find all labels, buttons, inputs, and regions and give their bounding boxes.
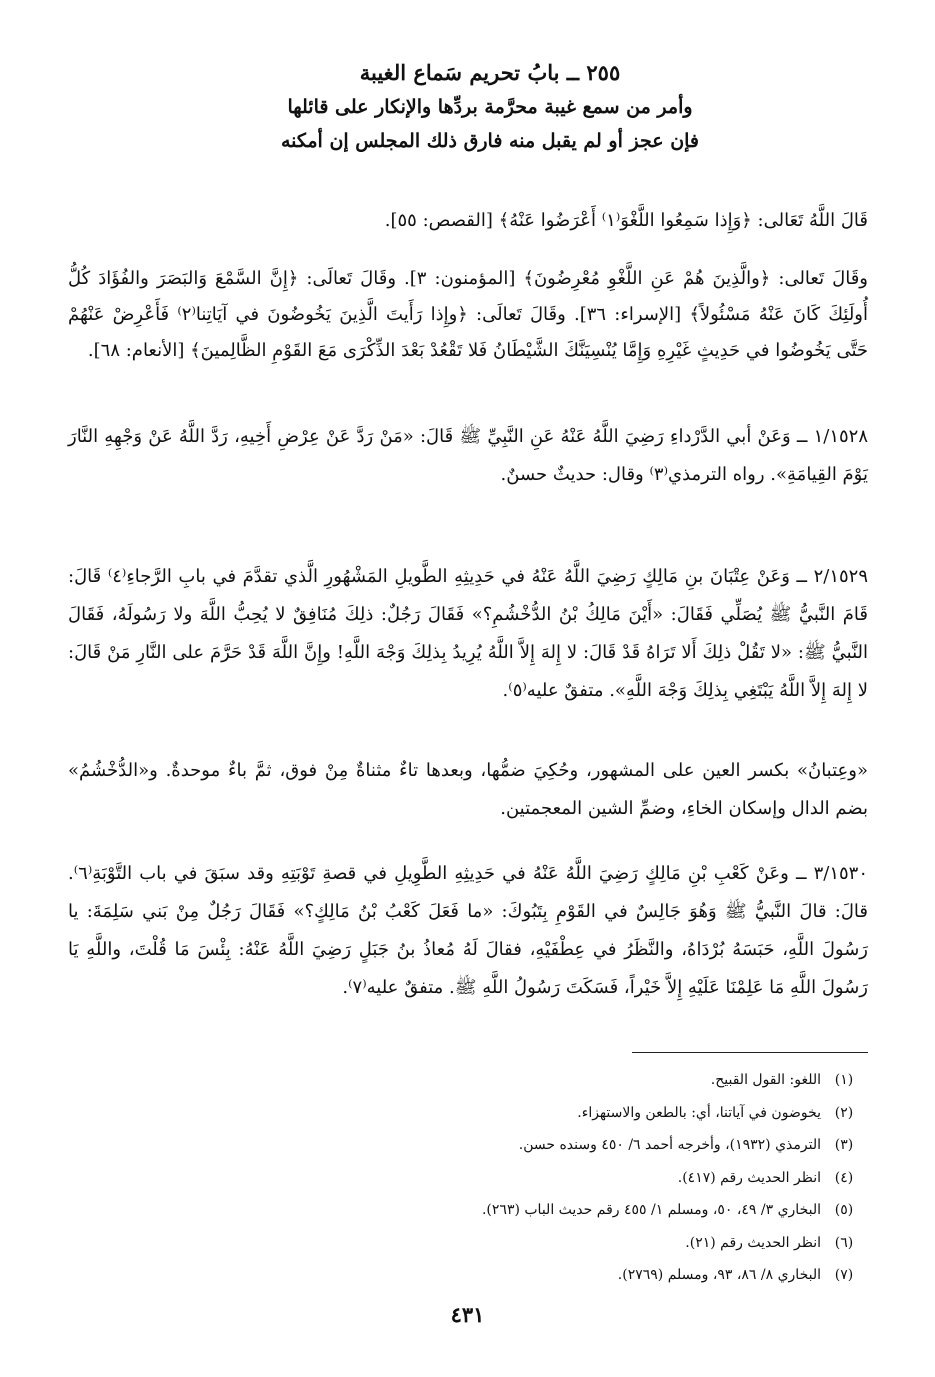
footnote-text: انظر الحديث رقم (٢١). bbox=[685, 1234, 821, 1251]
footnote-item bbox=[67, 1227, 867, 1260]
footnote-item bbox=[67, 1097, 867, 1130]
footnote-text: يخوضون في آياتنا، أي: بالطعن والاستهزاء. bbox=[577, 1104, 821, 1121]
footnote-text: الترمذي (١٩٣٢)، وأخرجه أحمد ٦/ ٤٥٠ وسنده حسن. bbox=[518, 1137, 821, 1153]
footnote-number: (٢) bbox=[834, 1104, 854, 1121]
footnote-item bbox=[67, 1194, 867, 1227]
footnotes bbox=[67, 1064, 867, 1292]
hadith-1528 bbox=[68, 418, 868, 494]
verse-paragraph-1 bbox=[68, 204, 868, 238]
footnote-divider bbox=[632, 1052, 868, 1053]
footnote-number: (١) bbox=[834, 1072, 854, 1088]
chapter-subtitle-line-2: فإن عجز أو لم يقبل منه فارق ذلك المجلس إن أمكنه bbox=[280, 130, 700, 152]
footnote-number: (٧) bbox=[834, 1267, 854, 1283]
chapter-subtitle-line-1: وأمر من سمع غيبة محرَّمة بردِّها والإنكار على قائلها bbox=[287, 96, 693, 118]
footnote-number: (٥) bbox=[834, 1202, 854, 1218]
hadith-1530 bbox=[68, 855, 868, 1007]
footnote-text: البخاري ٣/ ٤٩، ٥٠، ومسلم ١/ ٤٥٥ رقم حديث الباب (٢٦٣). bbox=[481, 1202, 821, 1218]
footnote-number: (٦) bbox=[834, 1234, 854, 1251]
footnote-item bbox=[67, 1129, 867, 1162]
chapter-header bbox=[230, 56, 750, 158]
paragraph-text: «وعِتبانُ» بكسر العين على المشهور، وحُكِيَ ضمُّها، وبعدها تاءٌ مثناةٌ مِنْ فوق، ثمَّ باءٌ موحدةٌ. و«الدُّخْشُمُ» بضم الدال وإسكان الخاءِ، وضمِّ الشين المعجمتين. bbox=[68, 760, 868, 819]
footnote-text: البخاري ٨/ ٨٦، ٩٣، ومسلم (٢٧٦٩). bbox=[617, 1267, 821, 1283]
footnote-item bbox=[67, 1259, 867, 1292]
footnote-number: (٤) bbox=[834, 1169, 854, 1186]
footnote-text: اللغو: القول القبيح. bbox=[710, 1072, 821, 1088]
chapter-title: ٢٥٥ ــ بابُ تحريم سَماع الغيبة bbox=[359, 60, 621, 85]
commentary-paragraph bbox=[68, 752, 868, 828]
hadith-1529 bbox=[68, 558, 868, 710]
paragraph-text: ٣/١٥٣٠ ــ وعَنْ كَعْبِ بْنِ مَالِكٍ رَضِيَ اللَّهُ عَنْهُ في حَدِيثِهِ الطَّوِيلِ في قصةِ تَوْبَتِهِ وقد سبَقَ في باب التَّوْبَةِ⁽٦⁾. قالَ: قالَ النَّبيُّ ﷺ وَهُوَ جَالِسٌ في القَوْمِ بِتَبُوكَ: «ما فَعَلَ كَعْبُ بْنُ مَالِكٍ؟» فَقَالَ رَجُلٌ مِنْ بَني سَلِمَةَ: يا رَسُولَ اللَّهِ، حَبَسَهُ بُرْدَاهُ، والنَّظَرُ في عِطْفَيْهِ، فقالَ لَهُ مُعاذُ بنُ جَبَلٍ رَضِيَ اللَّهُ عَنْهُ: بِئْسَ مَا قُلْتَ، واللَّهِ يَا رَسُولَ اللَّهِ مَا عَلِمْنَا عَلَيْهِ إِلاَّ خَيْراً، فَسَكَتَ رَسُولُ اللَّهِ ﷺ. متفقٌ عليه⁽٧⁾. bbox=[68, 863, 868, 998]
paragraph-text: وقَالَ تَعالى: ﴿والَّذِينَ هُمْ عَنِ اللَّغْوِ مُعْرِضُونَ﴾ [المؤمنون: ٣]. وقَالَ تَعالَى: ﴿إِنَّ السَّمْعَ وَالبَصَرَ والفُؤَادَ كُلُّ أُولَئِكَ كَانَ عَنْهُ مَسْئُولاً﴾ [الإسراء: ٣٦]. وقَالَ تَعالَى: ﴿وإِذا رَأَيتَ الَّذِينَ يَخُوضُونَ في آيَاتِنا⁽٢⁾ فَأَعْرِضْ عَنْهُمْ حَتَّى يَخُوضُوا في حَدِيثٍ غَيْرِهِ وَإِمَّا يُنْسِيَنَّكَ الشَّيْطَانُ فَلا تَقْعُدْ بَعْدَ الذِّكْرَى مَعَ القَوْمِ الظَّالِمينَ﴾ [الأنعام: ٦٨]. bbox=[68, 268, 868, 361]
page-number: ٤٣١ bbox=[450, 1302, 485, 1327]
paragraph-text: ١/١٥٢٨ ــ وَعَنْ أبي الدَّرْداءِ رَضِيَ اللَّهُ عَنْهُ عَنِ النَّبِيِّ ﷺ قَالَ: «مَنْ رَدَّ عَنْ عِرْضِ أَخِيهِ، رَدَّ اللَّهُ عَنْ وَجْهِهِ النَّارَ يَوْمَ القِيامَةِ». رواه الترمذي⁽٣⁾ وقال: حديثٌ حسنٌ. bbox=[68, 426, 868, 485]
paragraph-text: قَالَ اللَّهُ تَعَالى: ﴿وَإِذا سَمِعُوا اللَّغْوَ⁽١⁾ أَعْرَضُوا عَنْهُ﴾ [القصص: ٥٥]. bbox=[384, 210, 868, 231]
footnote-number: (٣) bbox=[834, 1137, 854, 1153]
footnote-text: انظر الحديث رقم (٤١٧). bbox=[677, 1169, 821, 1186]
paragraph-text: ٢/١٥٢٩ ــ وَعَنْ عِتْبَانَ بنِ مَالِكٍ رَضِيَ اللَّهُ عَنْهُ في حَدِيثِهِ الطَّويلِ المَشْهُورِ الَّذي تقدَّمَ في بابِ الرَّجاءِ⁽٤⁾ قَالَ: قَامَ النَّبيُّ ﷺ يُصَلِّي فَقَالَ: «أَيْنَ مَالِكُ بْنُ الدُّخْشُمِ؟» فَقَالَ رَجُلٌ: ذلِكَ مُنَافِقٌ لا يُحِبُّ اللَّهَ ولا رَسُولَهُ، فَقَالَ النَّبيُّ ﷺ: «لا تَقُلْ ذلِكَ أَلا تَرَاهُ قَدْ قَالَ: لا إِلهَ إِلاَّ اللَّهُ يُرِيدُ بِذلِكَ وَجْهَ اللَّهِ! وإِنَّ اللَّهَ قَدْ حَرَّمَ على النَّارِ مَنْ قَالَ: لا إِلهَ إِلاَّ اللَّهُ يَبْتَغِي بِذلِكَ وَجْهَ اللَّهِ». متفقٌ عليه⁽٥⁾. bbox=[68, 566, 869, 701]
verse-paragraph-2 bbox=[68, 261, 868, 369]
footnote-item bbox=[67, 1064, 867, 1097]
footnote-item bbox=[67, 1162, 867, 1195]
